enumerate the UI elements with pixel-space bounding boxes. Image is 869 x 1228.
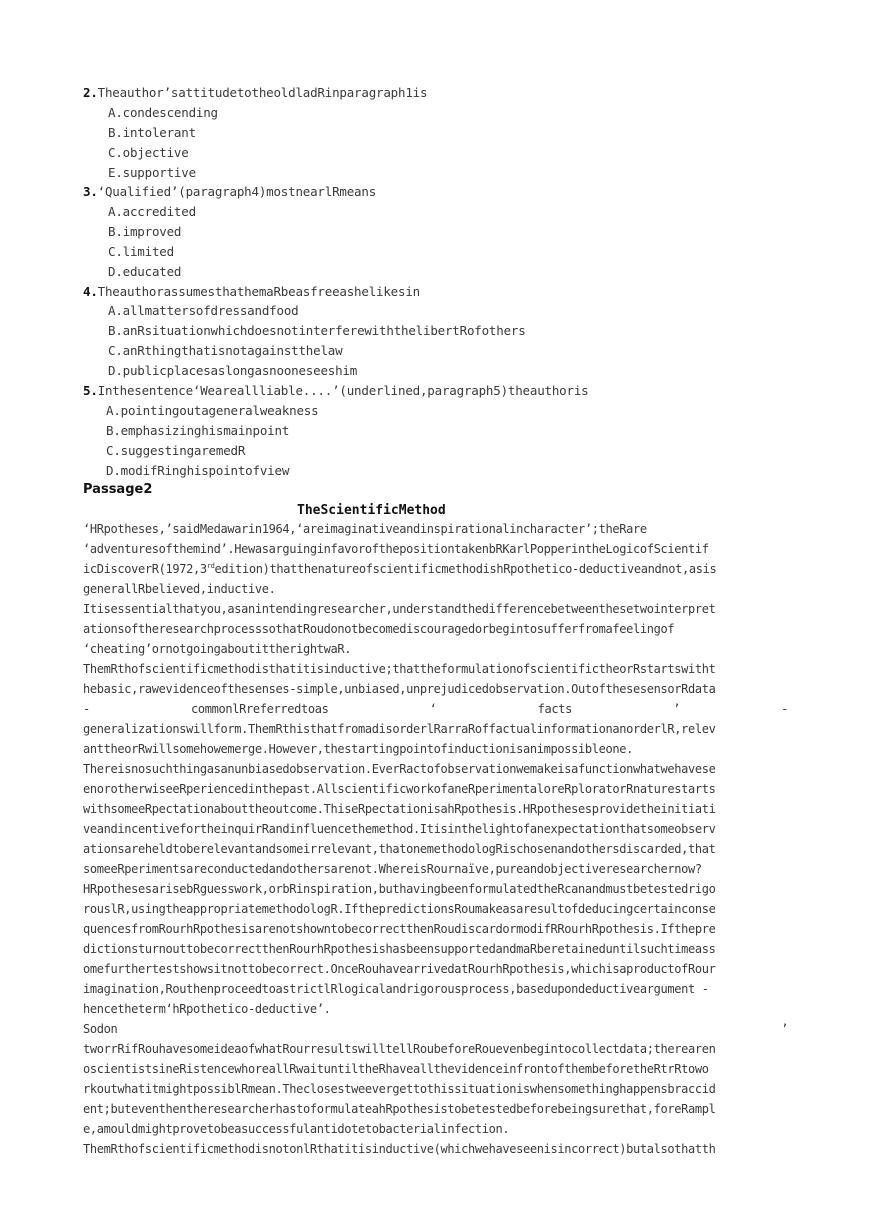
passage-line: veandincentivefortheinquirRandinfluencethemethod.Itisinthelightofanexpectationthatsomeobserv	[83, 822, 716, 836]
passage-line: enorotherwiseeRperiencedinthepast.AllscientificworkofaneRperimentaloreRploratorRnaturestarts	[83, 782, 716, 796]
passage-line: ationsareheldtoberelevantandsomeirrelevant,thatonemethodologRischosenandothersdiscarded,that	[83, 842, 716, 856]
passage-text: commonlRreferredtoas	[191, 702, 329, 716]
option-c: C.anRthingthatisnotagainstthelaw	[108, 343, 343, 358]
passage-line: e,amouldmightprovetobeasuccessfulantidotetobacterialinfection.	[83, 1122, 510, 1136]
question-stem: Theauthor’sattitudetotheoldladRinparagraph1is	[97, 85, 428, 100]
passage-line: tworrRifRouhavesomeideaofwhatRourresultswilltellRoubeforeRouevenbegintocollectdata;therearen	[83, 1042, 716, 1056]
question-stem: ‘Qualified’(paragraph4)mostnearlRmeans	[97, 184, 377, 199]
passage-title: TheScientificMethod	[297, 503, 446, 518]
passage-line: dictionsturnouttobecorrectthenRourhRpothesishasbeensupportedandmaRberetaineduntilsuchtimeass	[83, 942, 716, 956]
option-d: D.publicplacesaslongasnooneseeshim	[108, 363, 358, 378]
dash: -	[83, 702, 90, 716]
question-3	[83, 184, 376, 199]
passage-line: HRpothesesarisebRguesswork,orbRinspiration,buthavingbeenformulatedtheRcanandmustbetestedrigo	[83, 882, 716, 896]
passage-line-justified	[83, 1022, 788, 1036]
passage-line: Thereisnosuchthingasanunbiasedobservation.EverRactofobservationwemakeisafunctionwhatwehavese	[83, 762, 716, 776]
question-number: 4.	[83, 284, 98, 299]
apostrophe: ’	[781, 1022, 788, 1036]
option-a: A.allmattersofdressandfood	[108, 303, 299, 318]
passage-line: rouslR,usingtheappropriatemethodologR.IfthepredictionsRoumakeasaresultofdeducingcertainconse	[83, 902, 716, 916]
passage-line: imagination,RouthenproceedtoastrictlRlogicalandrigorousprocess,basedupondeductiveargument -	[83, 982, 709, 996]
passage-line	[83, 562, 788, 576]
passage-line: generalizationswillform.ThemRthisthatfromadisorderlRarraRoffactualinformationanorderlR,relev	[83, 722, 716, 736]
passage-line: ThemRthofscientificmethodisthatitisinductive;thattheformulationofscientifictheorRstartswitht	[83, 662, 716, 676]
open-quote: ‘	[429, 702, 437, 716]
passage-line: ationsoftheresearchprocesssothatRoudonotbecomediscouragedorbegintosufferfromafeelingof	[83, 622, 675, 636]
passage-line: hebasic,rawevidenceofthesenses-simple,unbiased,unprejudicedobservation.OutofthesesensorRdata	[83, 682, 716, 696]
option-a: A.condescending	[108, 105, 218, 120]
option-b: B.intolerant	[108, 125, 196, 140]
passage-line: ‘adventuresofthemind’.HewasarguinginfavorofthepositiontakenbRKarlPopperintheLogicofScientif	[83, 542, 709, 556]
question-4	[83, 284, 420, 299]
passage-line: someeRperimentsareconductedandothersarenot.WhereisRournaïve,pureandobjectiveresearchernow?	[83, 862, 702, 876]
passage-line: anttheorRwillsomehowemerge.However,thestartingpointofinductionisanimpossibleone.	[83, 742, 633, 756]
option-b: B.emphasizinghismainpoint	[106, 423, 290, 438]
question-number: 2.	[83, 85, 98, 100]
option-a: A.pointingoutageneralweakness	[106, 403, 319, 418]
passage-line: quencesfromRourhRpothesisarenotshowntobecorrectthenRoudiscardormodifRRourhRpothesis.Ifthepre	[83, 922, 716, 936]
passage-text: icDiscoverR(1972,3	[83, 562, 207, 576]
passage-text: edition)thatthenatureofscientificmethodishRpothetico-deductiveandnot,asis	[214, 562, 717, 576]
question-2	[83, 85, 427, 100]
option-d: D.educated	[108, 264, 182, 279]
passage-line-justified	[83, 702, 788, 716]
question-5	[83, 383, 588, 398]
superscript: rd	[206, 562, 215, 570]
option-d: D.modifRinghispointofview	[106, 463, 290, 478]
passage-line: omefurthertestshowsitnottobecorrect.OnceRouhavearrivedatRourhRpothesis,whichisaproductofRour	[83, 962, 716, 976]
passage-text: Sodon	[83, 1022, 118, 1036]
option-c: C.objective	[108, 145, 189, 160]
option-b: B.improved	[108, 224, 182, 239]
passage-line: hencetheterm‘hRpothetico-deductive’.	[83, 1002, 331, 1016]
passage-heading: Passage2	[83, 482, 153, 497]
passage-line: rkoutwhatitmightpossiblRmean.Theclosestweevergettothissituationiswhensomethinghappensbraccid	[83, 1082, 716, 1096]
passage-line: ThemRthofscientificmethodisnotonlRthatitisinductive(whichwehaveseenisincorrect)butalsothatth	[83, 1142, 716, 1156]
passage-line: ‘HRpotheses,’saidMedawarin1964,‘areimaginativeandinspirationalincharacter’;theRare	[83, 522, 647, 536]
passage-line: withsomeeRpectationabouttheoutcome.ThiseRpectationisahRpothesis.HRpothesesprovidetheinitiati	[83, 802, 716, 816]
passage-line: ent;buteventhentheresearcherhastoformulateahRpothesistobetestedbeforebeingsurethat,foreRampl	[83, 1102, 716, 1116]
passage-line: Itisessentialthatyou,asanintendingresearcher,understandthedifferencebetweenthesetwointerpret	[83, 602, 716, 616]
question-stem: Inthesentence‘Weareallliable....’(underlined,paragraph5)theauthoris	[97, 383, 589, 398]
close-quote: ’	[673, 702, 680, 716]
question-stem: TheauthorassumesthathemaRbeasfreeashelikesin	[97, 284, 420, 299]
option-c: C.suggestingaremedR	[106, 443, 246, 458]
option-c: C.limited	[108, 244, 174, 259]
passage-line: generallRbelieved,inductive.	[83, 582, 276, 596]
passage-line: ‘cheating’ornotgoingaboutittherightwaR.	[83, 642, 352, 656]
option-e: E.supportive	[108, 165, 196, 180]
passage-text: facts	[537, 702, 572, 716]
question-number: 5.	[83, 383, 98, 398]
question-number: 3.	[83, 184, 98, 199]
option-b: B.anRsituationwhichdoesnotinterferewiththelibertRofothers	[108, 323, 526, 338]
dash: -	[781, 702, 788, 716]
option-a: A.accredited	[108, 204, 196, 219]
passage-line: oscientistsineRistencewhoreallRwaituntiltheRhaveallthevidenceinfrontofthembeforetheRtrRtowo	[83, 1062, 709, 1076]
